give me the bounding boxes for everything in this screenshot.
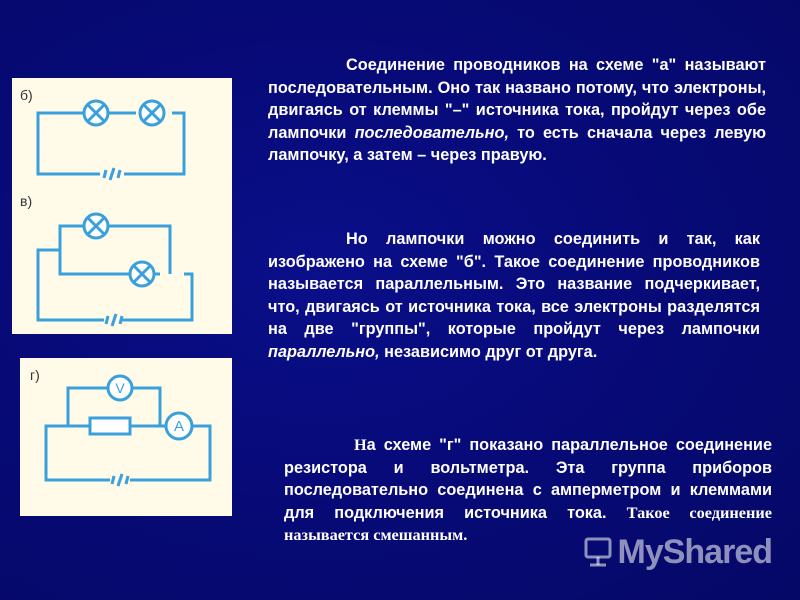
battery-terminal-icon (106, 314, 122, 326)
label-g: г) (30, 367, 40, 383)
lamp-icon (84, 101, 108, 125)
paragraph-first-letter: Н (354, 435, 367, 454)
parallel-circuit (38, 214, 192, 326)
wire (38, 250, 104, 320)
watermark (584, 533, 773, 572)
label-v: в) (20, 193, 33, 209)
paragraph-text: а схеме "г" показано параллельное соединение резистора и вольтметра. Эта группа приборов последовательно соединена с амперметром и клеммами для подключения источника тока. (284, 436, 772, 522)
battery-terminal-icon (104, 168, 120, 180)
paragraph-emphasis: параллельно, (268, 342, 380, 361)
wire (130, 388, 160, 426)
paragraph-text: Соединение проводников на схеме "а" называют последовательным. Оно так названо потому, что электроны, двигаясь от клеммы "–" источника тока, пройдут через обе лампочки (268, 56, 766, 142)
watermark-text: MyShared (617, 533, 772, 571)
paragraph-emphasis: последовательно, (354, 123, 509, 142)
paragraph-text: независимо друг от друга. (379, 342, 598, 361)
label-b: б) (20, 87, 33, 103)
battery-terminal-icon (112, 474, 128, 486)
paragraph-text: то есть сначала через левую лампочку, а затем – через правую. (268, 123, 766, 165)
lamp-icon (84, 214, 108, 238)
watermark-logo-icon (584, 535, 614, 567)
diagram-panel-bottom (20, 358, 232, 516)
paragraph-text: Но лампочки можно соединить и так, как изображено на схеме "б". Такое соединение проводников называется параллельным. Это название подчеркивает, что, двигаясь от источника тока, все электроны разделятся на две "группы", которые пройдут через лампочки (268, 230, 760, 339)
paragraph-mixed (284, 434, 772, 547)
series-circuit (38, 101, 184, 180)
paragraph-series (268, 54, 766, 167)
diagram-panel-top (12, 78, 232, 334)
lamp-icon (140, 101, 164, 125)
paragraph-parallel (268, 228, 760, 364)
paragraph-serif-text: Такое соединение называется смешанным. (284, 502, 772, 545)
mixed-circuit (46, 376, 210, 486)
voltmeter-symbol: V (115, 380, 125, 396)
circuit-diagrams-b-v (12, 78, 232, 334)
lamp-icon (130, 262, 154, 286)
resistor-icon (90, 418, 130, 434)
ammeter-symbol: A (173, 418, 185, 435)
circuit-diagram-g (20, 358, 232, 516)
